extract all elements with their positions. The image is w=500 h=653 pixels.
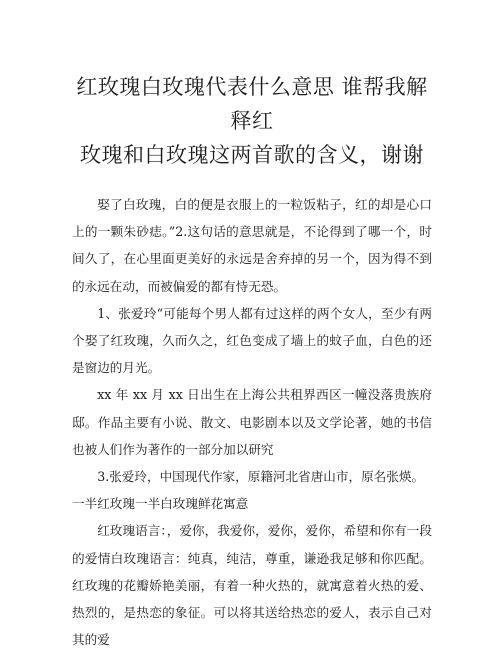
paragraph-3: xx 年 xx 月 xx 日出生在上海公共租界西区一幢没落贵族府邸。作品主要有小说、散文、电影剧本以及文学论著，她的书信也被人们作为著作的一部分加以研究	[72, 387, 432, 457]
paragraph-2: 1、张爱玲“可能每个男人都有过这样的两个女人，至少有两个娶了红玫瑰，久而久之，红色变成了墙上的蚊子血，白色的还是窗边的月光。	[72, 305, 432, 376]
paragraph-5: 红玫瑰语言：，爱你，我爱你，爱你，爱你，希望和你有一段的爱情白玫瑰语言：纯真，纯洁，尊重，谦逊我足够和你匹配。 红玫瑰的花瓣娇艳美丽，有着一种火热的，就寓意着火热的爱、热烈的，是热恋的象征。可以将其送给热恋的爱人，表示自己对其的爱	[72, 523, 432, 648]
section-subheading: 一半红玫瑰一半白玫瑰鲜花寓意	[72, 496, 249, 512]
paragraph-4: 3.张爱玲，中国现代作家，原籍河北省唐山市，原名张煐。	[97, 469, 425, 485]
document-title	[72, 70, 432, 172]
paragraph-1: 娶了白玫瑰，白的便是衣服上的一粒饭粘子，红的却是心口上的一颗朱砂痣。”2.这句话的意思就是，不论得到了哪一个，时间久了，在心里面更美好的永远是舍弃掉的另一个，因为得不到的永远在动，而被偏爱的都有恃无恐。	[72, 197, 432, 294]
title-line-2: 玫瑰和白玫瑰这两首歌的含义，谢谢	[80, 143, 424, 167]
title-line-1: 红玫瑰白玫瑰代表什么意思 谁帮我解释红	[76, 75, 428, 133]
